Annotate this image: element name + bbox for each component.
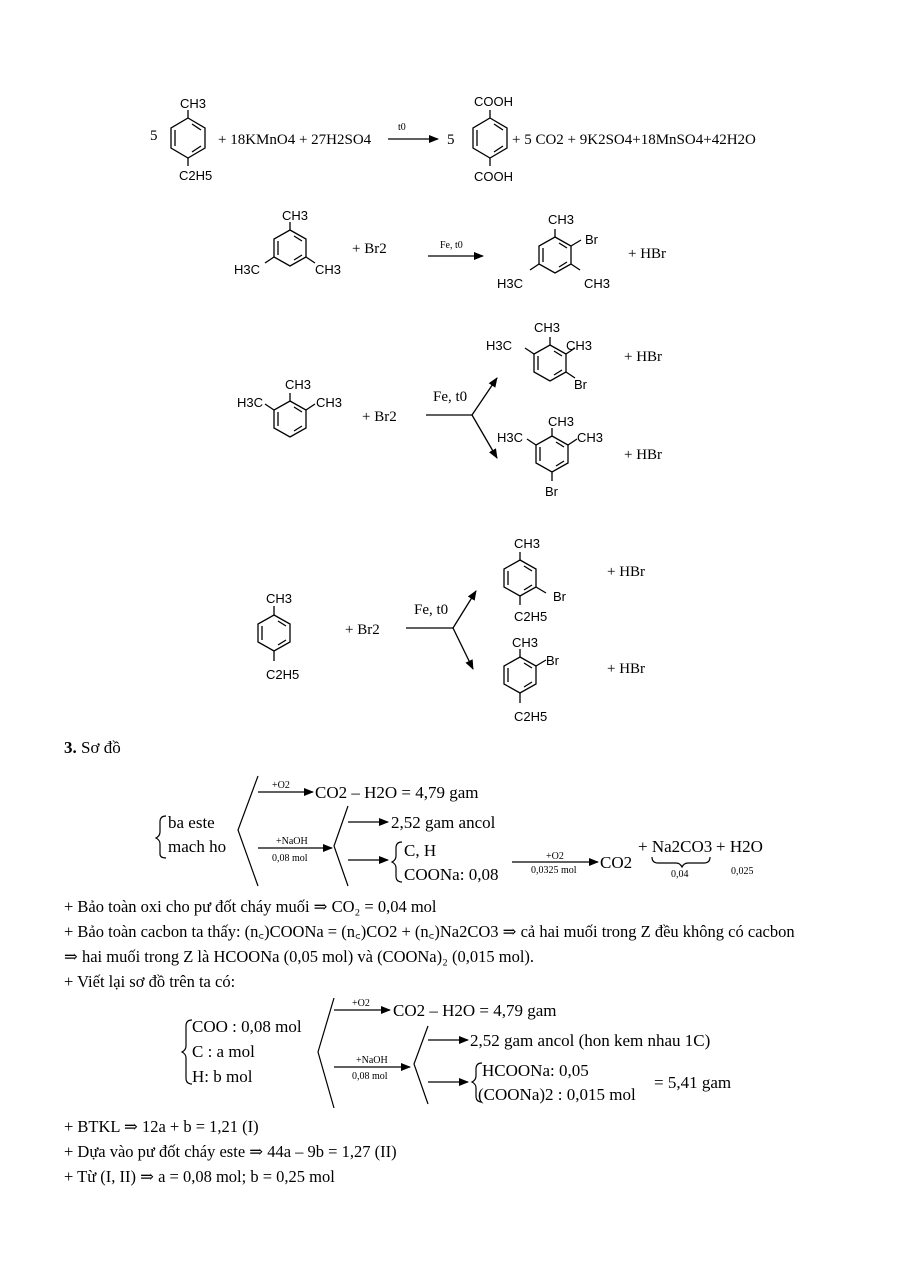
r4-condition: Fe, t0 <box>414 602 449 618</box>
section-3-heading <box>64 738 121 758</box>
r4-arrow-down <box>453 628 473 669</box>
s1-left-line2: mach ho <box>168 837 227 856</box>
r3-product1-label: H3C <box>486 338 513 353</box>
r4-reactant-label: C2H5 <box>266 667 300 682</box>
s1-na2co3: + Na2CO3 <box>638 837 713 856</box>
scheme-1 <box>156 776 763 886</box>
r3-reagent: + Br2 <box>362 409 397 425</box>
r1-coef-left: 5 <box>150 128 158 144</box>
s2-naoh-mol: 0,08 mol <box>352 1071 388 1082</box>
body-line: + BTKL ⇒ 12a + b = 1,21 (I) <box>64 1117 259 1136</box>
r1-condition: t0 <box>398 122 406 133</box>
r3-product1-label: CH3 <box>566 338 593 353</box>
s2-ancol: 2,52 gam ancol (hon kem nhau 1C) <box>470 1031 711 1050</box>
r1-product-ring <box>473 118 507 158</box>
body-line: + Bảo toàn oxi cho pư đốt cháy muối ⇒ CO₂ = 0,04 mol <box>64 897 437 916</box>
r4-product1-label: C2H5 <box>514 609 548 624</box>
reaction-3 <box>237 320 662 499</box>
r3-arrow-down <box>472 415 497 458</box>
r4-product1-ring <box>504 560 536 596</box>
r4-product1-label: Br <box>553 589 566 604</box>
body-line: + Bảo toàn cacbon ta thấy: (n꜀)COONa = (n꜀)CO2 + (n꜀)Na2CO3 ⇒ cả hai muối trong Z đều không có cacbon <box>64 922 795 941</box>
r2-reactant-label: CH3 <box>282 208 309 223</box>
r3-arrow-up <box>472 378 497 415</box>
scheme-2 <box>182 998 731 1108</box>
s1-o2: +O2 <box>272 780 290 791</box>
r3-product2-label: CH3 <box>548 414 575 429</box>
r4-reagent: + Br2 <box>345 622 380 638</box>
s1-o2-2-mol: 0,0325 mol <box>531 865 577 876</box>
r4-product1-label: CH3 <box>514 536 541 551</box>
s2-small-bracket <box>414 1026 428 1104</box>
s2-burn-result: CO2 – H2O = 4,79 gam <box>393 1001 557 1020</box>
r2-reactant-ring <box>274 230 306 266</box>
r2-product-label: CH3 <box>548 212 575 227</box>
r3-reactant-label: CH3 <box>316 395 343 410</box>
s1-naoh: +NaOH <box>276 836 308 847</box>
s1-salt-line2: COONa: 0,08 <box>404 865 499 884</box>
r1-reactant-bottom: C2H5 <box>179 168 213 183</box>
r3-reactant-label: CH3 <box>285 377 312 392</box>
r2-product-label: Br <box>585 232 598 247</box>
body-line: + Dựa vào pư đốt cháy este ⇒ 44a – 9b = 1,27 (II) <box>64 1142 397 1161</box>
s1-ancol: 2,52 gam ancol <box>391 813 496 832</box>
reaction-4 <box>258 536 645 724</box>
r3-byproduct-2: + HBr <box>624 447 663 463</box>
r2-condition: Fe, t0 <box>440 240 463 251</box>
s2-salt-total: = 5,41 gam <box>654 1073 732 1092</box>
r3-product2-label: CH3 <box>577 430 604 445</box>
s1-left-line1: ba este <box>168 813 215 832</box>
r2-reagent: + Br2 <box>352 241 387 257</box>
s1-burn-result: CO2 – H2O = 4,79 gam <box>315 783 479 802</box>
r3-product2-label: H3C <box>497 430 524 445</box>
r1-product-top: COOH <box>474 94 513 109</box>
s1-o2-2: +O2 <box>546 851 564 862</box>
s2-o2: +O2 <box>352 998 370 1009</box>
reaction-1 <box>150 94 756 184</box>
section-title: Sơ đồ <box>81 738 121 757</box>
s1-salt-line1: C, H <box>404 841 437 860</box>
s2-big-bracket <box>318 998 334 1108</box>
r4-product2-label: C2H5 <box>514 709 548 724</box>
r3-product1-label: Br <box>574 377 587 392</box>
r1-reactant-top: CH3 <box>180 96 207 111</box>
r2-product-ring <box>539 237 571 273</box>
r3-reactant-label: H3C <box>237 395 264 410</box>
r4-byproduct-1: + HBr <box>607 564 646 580</box>
s2-salt-line2: (COONa)2 : 0,015 mol <box>478 1085 636 1104</box>
s1-small-bracket <box>334 806 348 886</box>
body-line: ⇒ hai muối trong Z là HCOONa (0,05 mol) và (COONa)₂ (0,015 mol). <box>64 947 535 966</box>
r2-byproduct: + HBr <box>628 246 667 262</box>
s2-left-line2: C : a mol <box>192 1042 255 1061</box>
s1-salt-brace <box>392 842 402 882</box>
body-line: + Từ (I, II) ⇒ a = 0,08 mol; b = 0,25 mol <box>64 1167 335 1186</box>
s1-big-bracket <box>238 776 258 886</box>
r1-benzene-ring <box>171 118 205 158</box>
s2-left-line1: COO : 0,08 mol <box>192 1017 302 1036</box>
r3-reactant-ring <box>274 401 306 437</box>
body-line: + Viết lại sơ đồ trên ta có: <box>64 972 236 991</box>
r4-product2-ring <box>504 657 536 693</box>
s1-h2o-mol: 0,025 <box>731 866 754 877</box>
s1-h2o: + H2O <box>716 837 763 856</box>
r3-condition: Fe, t0 <box>433 389 468 405</box>
s1-left-brace <box>156 816 166 858</box>
r1-product-bottom: COOH <box>474 169 513 184</box>
s2-naoh: +NaOH <box>356 1055 388 1066</box>
r3-product1-label: CH3 <box>534 320 561 335</box>
r1-coef-right: 5 <box>447 132 455 148</box>
r1-reagents: + 18KMnO4 + 27H2SO4 <box>218 132 372 148</box>
r3-product1-ring <box>534 345 566 381</box>
s2-left-line3: H: b mol <box>192 1067 253 1086</box>
r4-product2-label: Br <box>546 653 559 668</box>
r3-product2-ring <box>536 436 568 472</box>
section-number: 3. <box>64 738 77 757</box>
r3-product2-label: Br <box>545 484 558 499</box>
s1-co2: CO2 <box>600 853 633 872</box>
s1-naoh-mol: 0,08 mol <box>272 853 308 864</box>
r4-reactant-ring <box>258 615 290 651</box>
s1-na2co3-underbrace <box>652 857 710 867</box>
s2-left-brace <box>182 1020 192 1084</box>
r2-reactant-label: CH3 <box>315 262 342 277</box>
r4-arrow-up <box>453 591 476 628</box>
r4-byproduct-2: + HBr <box>607 661 646 677</box>
r2-reactant-label: H3C <box>234 262 261 277</box>
r2-product-label: H3C <box>497 276 524 291</box>
r4-product2-label: CH3 <box>512 635 539 650</box>
r3-byproduct-1: + HBr <box>624 349 663 365</box>
r2-product-label: CH3 <box>584 276 611 291</box>
s2-salt-line1: HCOONa: 0,05 <box>482 1061 589 1080</box>
r4-reactant-label: CH3 <box>266 591 293 606</box>
r1-byproducts: + 5 CO2 + 9K2SO4+18MnSO4+42H2O <box>512 132 756 148</box>
s1-na2co3-mol: 0,04 <box>671 869 689 880</box>
reaction-2 <box>234 208 666 291</box>
